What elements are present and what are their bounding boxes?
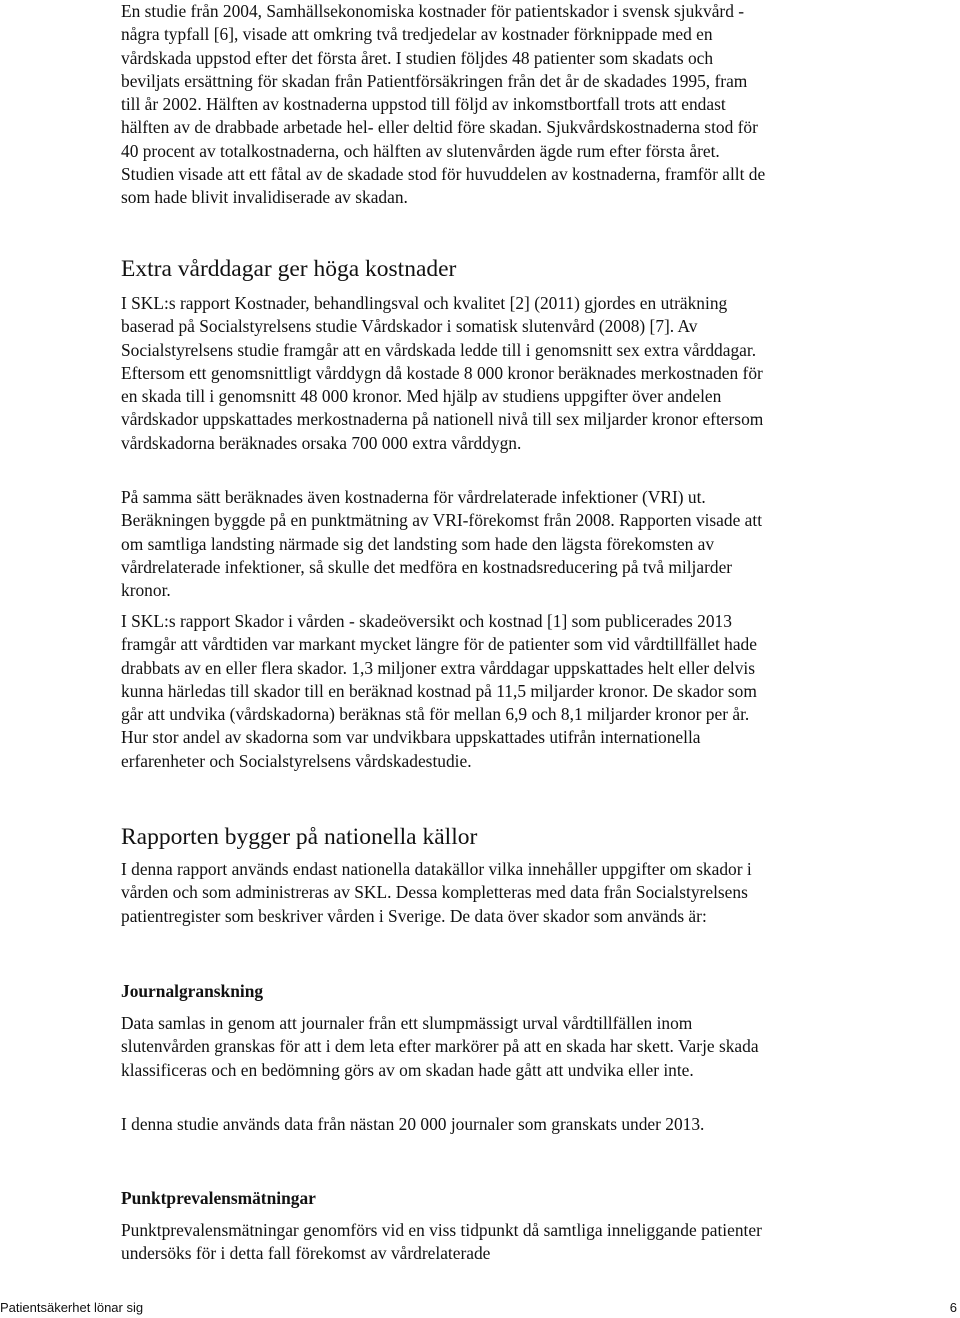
paragraph-skl-rapport-skador: I SKL:s rapport Skador i vården - skadeöversikt och kostnad [1] som publicerades 2013 framgår att vårdtiden var markant mycket längre för de patienter som vid vårdtillfället hade drabbats av en eller flera skador. 1,3 miljoner extra vårddagar uppskattades helt eller delvis kunna härledas till skador till en beräknad kostnad på 11,5 miljarder kronor. De skador som går att undvika (vårdskadorna) beräknas stå för mellan 6,9 och 8,1 miljarder kronor per år. Hur stor andel av skadorna som var undvikbara uppskattades utifrån internationella erfarenheter och Socialstyrelsens vårdskadestudie. <box>121 611 757 771</box>
paragraph-vri-kostnader: På samma sätt beräknades även kostnaderna för vårdrelaterade infektioner (VRI) ut. Beräkningen byggde på en punktmätning av VRI-förekomst från 2008. Rapporten visade att om samtliga landsting närmade sig det landsting som hade den lägsta förekomsten av vårdrelaterade infektioner, så skulle det medföra en kostnadsreducering på två miljarder kronor. <box>121 487 763 601</box>
footer-page-number: 6 <box>949 1300 957 1315</box>
paragraph-punktprevalensmatningar: Punktprevalensmätningar genomförs vid en viss tidpunkt då samtliga inneliggande patienter undersöks för i detta fall förekomst av vårdrelaterade <box>121 1220 762 1264</box>
subheading-punktprevalensmatningar: Punktprevalensmätningar <box>121 1188 316 1208</box>
paragraph-journalgranskning: Data samlas in genom att journaler från ett slumpmässigt urval vårdtillfällen inom slutenvården granskas för att i dem leta efter markörer på att en skada har skett. Varje skada klassificeras och en bedömning görs av om skadan hade gått att undvika eller inte. <box>121 1013 759 1080</box>
intro-paragraph: En studie från 2004, Samhällsekonomiska kostnader för patientskador i svensk sjukvård - några typfall [6], visade att omkring två tredjedelar av kostnader förknippade med en vårdskada uppstod efter det första året. I studien följdes 48 patienter som skadats och beviljats ersättning för skadan från Patientförsäkringen från det år de skadades 1995, fram till år 2002. Hälften av kostnaderna uppstod till följd av inkomstbortfall trots att endast hälften av de drabbade arbetade hel- eller deltid före skadan. Sjukvårdskostnaderna stod för 40 procent av totalkostnaderna, och hälften av slutenvården ägde rum efter första året. Studien visade att ett fåtal av de skadade stod för huvuddelen av kostnaderna, framför allt de som hade blivit invalidiserade av skadan. <box>121 1 766 208</box>
subheading-journalgranskning: Journalgranskning <box>121 981 264 1001</box>
paragraph-skl-rapport-kostnader: I SKL:s rapport Kostnader, behandlingsval och kvalitet [2] (2011) gjordes en uträkning baserad på Socialstyrelsens studie Vårdskador i somatisk slutenvård (2008) [7]. Av Socialstyrelsens studie framgår att en vårdskada ledde till i genomsnitt sex extra vårddagar. Eftersom ett genomsnittligt vårddygn då kostade 8 000 kronor beräknades merkostnaden för en skada till i genomsnitt 48 000 kronor. Med hjälp av studiens uppgifter över andelen vårdskador uppskattades merkostnaderna på nationell nivå till sex miljarder kronor eftersom vårdskadorna beräknades orsaka 700 000 extra vårddygn. <box>121 293 764 453</box>
section-heading-nationella-kallor: Rapporten bygger på nationella källor <box>121 824 478 850</box>
paragraph-antal-journaler: I denna studie används data från nästan 20 000 journaler som granskats under 2013. <box>121 1114 705 1134</box>
paragraph-datakallor: I denna rapport används endast nationella datakällor vilka innehåller uppgifter om skador i vården och som administreras av SKL. Dessa kompletteras med data från Socialstyrelsens patientregister som beskriver vården i Sverige. De data över skador som används är: <box>121 859 752 926</box>
section-heading-extra-varddagar: Extra vårddagar ger höga kostnader <box>121 256 457 282</box>
page-footer <box>0 1298 960 1316</box>
footer-document-title: Patientsäkerhet lönar sig <box>0 1300 144 1315</box>
